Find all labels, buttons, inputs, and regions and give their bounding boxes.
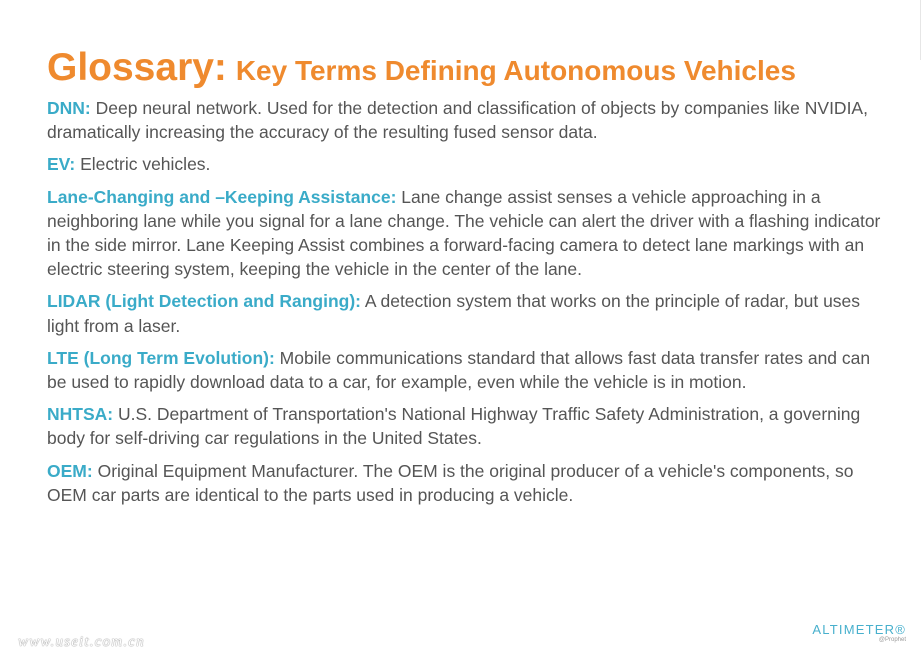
logo-wordmark: ALTIMETER® — [812, 622, 906, 637]
glossary-definition: U.S. Department of Transportation's National Highway Traffic Safety Administration, a governing body for self-driving car regulations in the United States. — [47, 404, 861, 449]
glossary-term: OEM: — [47, 460, 93, 481]
glossary-term: DNN: — [47, 98, 91, 118]
glossary-term: LIDAR (Light Detection and Ranging): — [47, 291, 361, 312]
glossary-definition: A detection system that works on the principle of radar, but uses light from a laser. — [47, 291, 861, 336]
glossary-definition: Mobile communications standard that allows fast data transfer rates and can be used to rapidly download data to a car, for example, even while the vehicle is in motion. — [47, 347, 871, 393]
altimeter-logo — [812, 622, 906, 644]
glossary-entry-lane-assist — [47, 185, 887, 282]
glossary-list — [47, 96, 887, 515]
glossary-entry-dnn — [47, 96, 887, 144]
title-main: Glossary: — [47, 46, 227, 89]
glossary-term: EV: — [47, 154, 76, 175]
glossary-entry-ev — [47, 152, 887, 176]
glossary-term: NHTSA: — [47, 404, 114, 425]
watermark-text: www.useit.com.cn — [18, 634, 145, 650]
glossary-entry-lidar — [47, 289, 887, 337]
glossary-definition: Original Equipment Manufacturer. The OEM is the original producer of a vehicle's components, so OEM car parts are identical to the parts used in producing a vehicle. — [47, 460, 854, 505]
glossary-entry-nhtsa — [47, 402, 887, 450]
glossary-definition: Deep neural network. Used for the detection and classification of objects by companies like NVIDIA, dramatically increasing the accuracy of the resulting fused sensor data. — [47, 98, 868, 143]
logo-subtext: @Prophet — [878, 637, 906, 643]
glossary-entry-oem — [47, 459, 887, 507]
corner-rule — [900, 0, 921, 60]
glossary-term: LTE (Long Term Evolution): — [47, 347, 275, 368]
title-sub: Key Terms Defining Autonomous Vehicles — [235, 55, 796, 86]
glossary-definition: Electric vehicles. — [80, 154, 211, 175]
glossary-term: Lane-Changing and –Keeping Assistance: — [47, 186, 397, 207]
glossary-entry-lte — [47, 346, 887, 394]
glossary-definition: Lane change assist senses a vehicle approaching in a neighboring lane while you signal for a lane change. The vehicle can alert the driver with a flashing indicator in the side mirror. Lane Keeping Assist combines a forward-facing camera to detect lane markings with an electric steering system, keeping the vehicle in the center of the lane. — [47, 186, 881, 280]
page-title — [47, 44, 867, 95]
